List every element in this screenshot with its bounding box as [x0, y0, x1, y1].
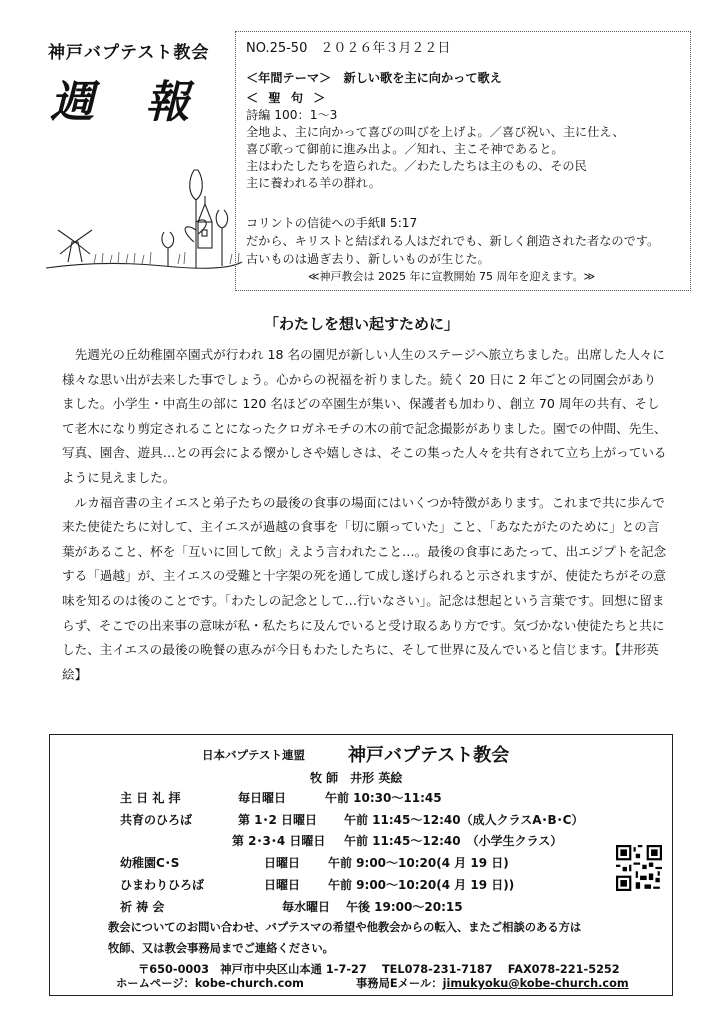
psalm-line: 主に養われる羊の群れ。	[246, 176, 381, 190]
psalm-line: 喜び歌って御前に進み出よ。／知れ、主こそ神であると。	[246, 142, 564, 156]
schedule-name: ひまわりひろば	[120, 878, 205, 892]
schedule-day: 毎水曜日	[282, 900, 331, 914]
info-box	[235, 31, 691, 291]
qr-code-icon[interactable]	[616, 845, 662, 891]
church-info-footer	[49, 734, 673, 996]
bulletin-title: 週 報	[50, 77, 208, 128]
address-phone-fax: 〒650-0003 神戸市中央区山本通 1-7-27 TEL078-231-7187 FAX078-221-5252	[138, 963, 620, 976]
psalm-reference: 詩編 100：1～3	[246, 108, 338, 122]
anniversary-note: ≪神戸教会は 2025 年に宣教開始 75 周年を迎えます。≫	[308, 270, 596, 283]
sermon-paragraph: ルカ福音書の主イエスと弟子たちの最後の食事の場面にはいくつか特徴があります。これまで共に歩んで来た使徒たちに対して、主イエスが過越の食事を「切に願っていた」こと、「あなたがたのために」との言葉があること、杯を「互いに回して飲」えよう言われたこと…。最後の食事にあたって、出エジプトを記念する「過越」が、主イエスの受難と十字架の死を通して成し遂げられると示されますが、使徒たちがその意味を知るのは後のことです。「わたしの記念として…行いなさい」。記念は想起という言葉です。回想に留まらず、そこでの出来事の意味が私・私たちに及んでいると受け取るあり方です。気づかない使徒たちと共にした、主イエスの最後の晩餐の恵みが今日もわたしたちに、そして世界に及んでいると信じます。【井形英絵】	[62, 494, 667, 682]
email-link[interactable]: jimukyoku@kobe-church.com	[442, 977, 629, 990]
schedule-time: 午後 19:00～20:15	[346, 900, 463, 914]
schedule-day: 毎日曜日	[238, 791, 287, 805]
corinthians-line: 古いものは過ぎ去り、新しいものが生じた。	[246, 252, 490, 266]
footer-church-name: 神戸バプテスト教会	[348, 745, 510, 766]
schedule-name: 幼稚園C･S	[120, 856, 180, 870]
church-name: 神戸バプテスト教会	[48, 43, 210, 63]
homepage-label: ホームページ：kobe-church.com	[116, 977, 304, 990]
scripture-label: ＜ 聖 句 ＞	[246, 91, 329, 105]
schedule-day: 日曜日	[264, 878, 301, 892]
contact-note: 牧師、又は教会事務局までご連絡ください。	[108, 942, 334, 955]
email-label: 事務局Eメール：	[356, 977, 443, 990]
sermon-title: 「わたしを想い起すために」	[263, 315, 459, 333]
schedule-time: 午前 11:45～12:40（成人クラスA･B･C）	[344, 813, 584, 827]
schedule-time: 午前 11:45～12:40 （小学生クラス）	[344, 834, 563, 848]
schedule-day: 日曜日	[264, 856, 301, 870]
schedule-time: 午前 9:00～10:20(4 月 19 日))	[328, 878, 515, 892]
contact-note: 教会についてのお問い合わせ、バプテスマの希望や他教会からの転入、またご相談のある方は	[108, 921, 582, 934]
union-name: 日本バプテスト連盟	[202, 748, 306, 762]
schedule-day: 第 1･2 日曜日	[238, 813, 318, 827]
psalm-line: 主はわたしたちを造られた。／わたしたちは主のもの、その民	[246, 159, 587, 173]
schedule-name: 主 日 礼 拝	[120, 791, 181, 805]
issue-number-date: NO.25-50 ２０２６年３月２２日	[246, 41, 451, 56]
schedule-day: 第 2･3･4 日曜日	[232, 834, 326, 848]
psalm-line: 全地よ、主に向かって喜びの叫びを上げよ。／喜び祝い、主に仕え、	[246, 125, 625, 139]
sermon-paragraph: 先週光の丘幼稚園卒園式が行われ 18 名の園児が新しい人生のステージへ旅立ちました。出席した人々に様々な思い出が去来した事でしょう。心からの祝福を祈りました。続く 20 日に 2 年ごとの同園会がありました。小学生・中高生の部に 120 名ほどの卒園生が集い、保護者も加わり、創立 70 周年の共有、そして老木になり剪定されることになったクロガネモチの木の前で記念撮影がありました。園での仲間、先生、写真、園舎、遊具…との再会による懐かしさや嬉しさは、そこの集った人々を共有されて立ち上がっているように見えました。	[62, 347, 667, 485]
schedule-name: 共育のひろば	[120, 813, 193, 827]
corinthians-reference: コリントの信徒への手紙Ⅱ 5:17	[246, 216, 418, 230]
schedule-name: 祈 祷 会	[120, 900, 165, 914]
corinthians-line: だから、キリストと結ばれる人はだれでも、新しく創造された者なのです。	[246, 234, 660, 248]
schedule-time: 午前 10:30～11:45	[325, 791, 442, 805]
schedule-time: 午前 9:00～10:20(4 月 19 日)	[328, 856, 509, 870]
sermon-body	[62, 343, 667, 687]
pastor-name: 牧 師 井形 英絵	[310, 771, 403, 785]
annual-theme: ＜年間テーマ＞ 新しい歌を主に向かって歌え	[246, 71, 502, 85]
tulip-windmill-illustration	[44, 150, 244, 280]
